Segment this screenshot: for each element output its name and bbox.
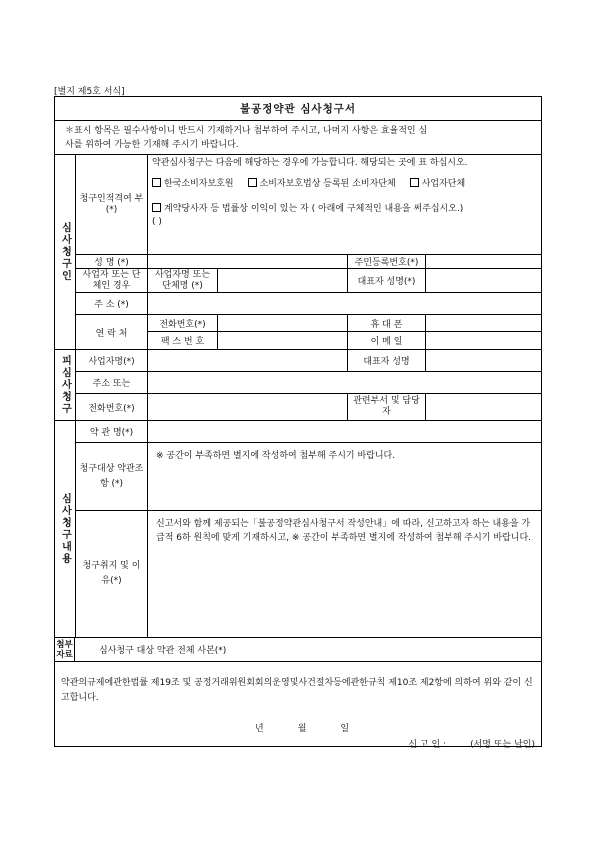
reason-note: 신고서와 함께 제공되는「불공정약관심사청구서 작성안내」에 따라, 신고하고자 하는 내용을 가급적 6하 원칙에 맞게 기재하시고, ※ 공간이 부족하면 별지에 작성하여 첨부해 주시기 바랍니다. xyxy=(156,519,531,543)
rrn-label: 주민등록번호(*) xyxy=(348,255,426,268)
mobile-label: 휴 대 폰 xyxy=(348,315,426,331)
target-clause-field[interactable] xyxy=(148,443,541,510)
rrn-field[interactable] xyxy=(426,255,541,268)
qualification-options xyxy=(148,155,541,254)
business-name-label: 사업자명 또는 단체명 (*) xyxy=(148,269,218,292)
checkbox-icon[interactable] xyxy=(248,178,257,187)
reason-field[interactable] xyxy=(148,511,541,637)
respondent-section xyxy=(55,350,541,421)
email-field[interactable] xyxy=(426,332,541,349)
signature-line xyxy=(408,738,535,753)
business-name-field[interactable] xyxy=(218,269,348,292)
notice-line-1: ＊표시 항목은 필수사항이니 반드시 기재하거나 첨부하여 주시고, 나머지 사항은 효율적인 심 xyxy=(65,126,428,136)
qualification-intro: 약관심사청구는 다음에 해당하는 경우에 가능합니다. 해당되는 곳에 표 하십시오. xyxy=(152,158,468,168)
option-detail-field[interactable]: ( ) xyxy=(152,217,162,227)
attachment-label: 첨부자료 xyxy=(55,638,75,661)
form-title: 불공정약관 심사청구서 xyxy=(55,97,541,121)
month-label: 월 xyxy=(297,724,307,734)
day-label: 일 xyxy=(340,724,350,734)
form-sheet xyxy=(54,96,542,750)
sign-note: (서명 또는 날인) xyxy=(470,740,535,750)
phone-field[interactable] xyxy=(218,315,348,331)
content-section-label: 심사청구내용 xyxy=(55,421,76,637)
respondent-dept-label: 관련부서 및 담당자 xyxy=(348,394,426,420)
signer-label: 신 고 인 : xyxy=(408,740,447,750)
option-business-group[interactable]: 사업자단체 xyxy=(410,178,465,191)
fax-field[interactable] xyxy=(218,332,348,349)
attachment-text: 심사청구 대상 약관 전체 사본(*) xyxy=(99,646,227,656)
checkbox-icon[interactable] xyxy=(410,178,419,187)
requester-section xyxy=(55,155,541,350)
reason-label: 청구취지 및 이유(*) xyxy=(76,511,148,637)
date-line xyxy=(255,722,349,737)
year-label: 년 xyxy=(255,724,264,734)
checkbox-icon[interactable] xyxy=(152,178,161,187)
content-section xyxy=(55,421,541,638)
email-label: 이 메 일 xyxy=(348,332,426,349)
checkbox-icon[interactable] xyxy=(152,203,161,212)
notice xyxy=(55,121,541,155)
respondent-rep-field[interactable] xyxy=(426,350,541,371)
terms-name-label: 약 관 명(*) xyxy=(76,421,148,442)
requester-section-label: 심사청구인 xyxy=(55,155,76,349)
notice-line-2: 사를 위하여 가능한 기재해 주시기 바랍니다. xyxy=(65,140,239,150)
respondent-address-label: 주소 또는 xyxy=(76,372,148,393)
form-id: [별지 제5호 서식] xyxy=(54,87,125,97)
respondent-phone-field[interactable] xyxy=(148,394,348,420)
qualification-label: 청구인적격여 부(*) xyxy=(76,155,148,254)
option-consumer-group[interactable]: 소비자보호법상 등록된 소비자단체 xyxy=(248,178,396,191)
respondent-business-field[interactable] xyxy=(148,350,348,371)
target-clause-label: 청구대상 약관조항 (*) xyxy=(76,443,148,510)
terms-name-field[interactable] xyxy=(148,421,541,442)
declaration-text: 약관의규제에관한법률 제19조 및 공정거래위원회회의운영및사건절차등에관한규칙 제10조 제2항에 의하여 위와 같이 신고합니다. xyxy=(61,678,533,703)
respondent-business-label: 사업자명(*) xyxy=(76,350,148,371)
option-consumer-agency[interactable]: 한국소비자보호원 xyxy=(152,178,234,191)
respondent-dept-field[interactable] xyxy=(426,394,541,420)
name-field[interactable] xyxy=(148,255,348,268)
contact-label: 연 락 처 xyxy=(76,315,148,349)
address-label: 주 소 (*) xyxy=(76,293,148,314)
rep-name-field[interactable] xyxy=(426,269,541,292)
business-label: 사업자 또는 단체인 경우 xyxy=(76,269,148,292)
declaration xyxy=(55,662,541,750)
respondent-phone-label: 전화번호(*) xyxy=(76,394,148,420)
option-contract-party[interactable]: 계약당사자 등 법률상 이익이 있는 자 ( 아래에 구체적인 내용을 써주십시오.) xyxy=(152,203,537,216)
fax-label: 팩 스 번 호 xyxy=(148,332,218,349)
phone-label: 전화번호(*) xyxy=(148,315,218,331)
name-label: 성 명 (*) xyxy=(76,255,148,268)
mobile-field[interactable] xyxy=(426,315,541,331)
rep-name-label: 대표자 성명(*) xyxy=(348,269,426,292)
target-clause-note: ※ 공간이 부족하면 별지에 작성하여 첨부해 주시기 바랍니다. xyxy=(156,451,396,461)
respondent-section-label: 피심사청구 xyxy=(55,350,76,420)
respondent-address-field[interactable] xyxy=(148,372,541,393)
address-field[interactable] xyxy=(148,293,541,314)
respondent-rep-label: 대표자 성명 xyxy=(348,350,426,371)
